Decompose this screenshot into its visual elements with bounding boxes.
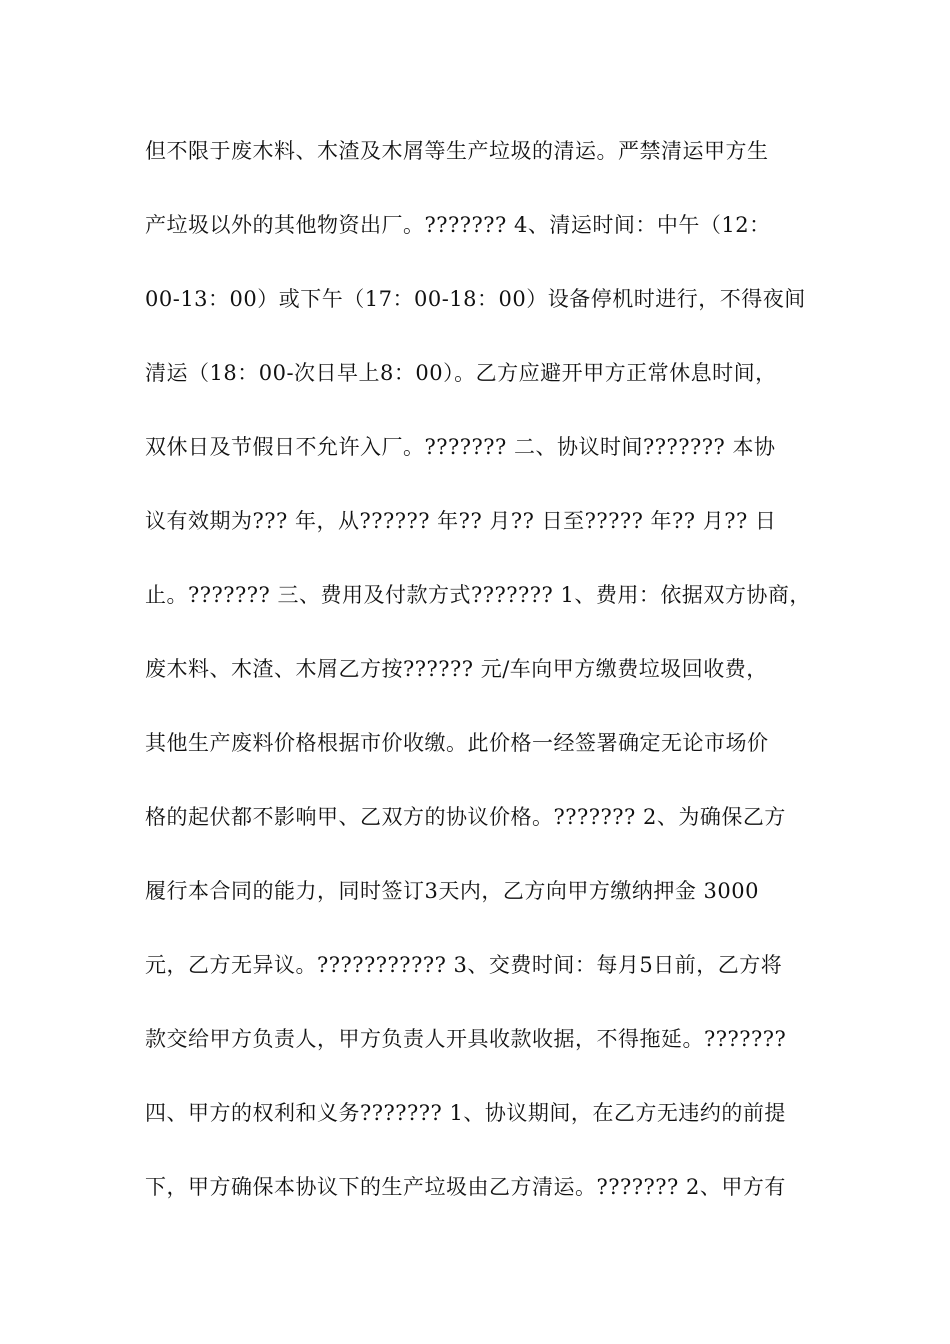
text-line: 产垃圾以外的其他物资出厂。??????? 4、清运时间：中午（12： (145, 213, 771, 237)
text-line: 双休日及节假日不允许入厂。??????? 二、协议时间??????? 本协 (145, 435, 776, 459)
text-line: 议有效期为??? 年，从?????? 年?? 月?? 日至????? 年?? 月?? 日 (145, 509, 777, 533)
text-line: 清运（18：00-次日早上8：00）。乙方应避开甲方正常休息时间， (145, 361, 777, 385)
text-line: 下，甲方确保本协议下的生产垃圾由乙方清运。??????? 2、甲方有 (145, 1175, 786, 1199)
text-line: 止。??????? 三、费用及付款方式??????? 1、费用：依据双方协商， (145, 583, 811, 607)
text-line: 四、甲方的权利和义务??????? 1、协议期间，在乙方无违约的前提 (145, 1101, 786, 1125)
text-line: 元，乙方无异议。??????????? 3、交费时间：每月5日前，乙方将 (145, 953, 783, 977)
text-line: 但不限于废木料、木渣及木屑等生产垃圾的清运。严禁清运甲方生 (145, 139, 769, 163)
text-line: 款交给甲方负责人，甲方负责人开具收款收据，不得拖延。??????? (145, 1027, 787, 1051)
text-line: 00-13：00）或下午（17：00-18：00）设备停机时进行，不得夜间 (145, 287, 806, 311)
body-text (145, 129, 835, 1239)
text-line: 格的起伏都不影响甲、乙双方的协议价格。??????? 2、为确保乙方 (145, 805, 786, 829)
text-line: 履行本合同的能力，同时签订3天内，乙方向甲方缴纳押金 3000 (145, 879, 759, 903)
text-line: 其他生产废料价格根据市价收缴。此价格一经签署确定无论市场价 (145, 731, 769, 755)
text-line: 废木料、木渣、木屑乙方按?????? 元/车向甲方缴费垃圾回收费， (145, 657, 768, 681)
